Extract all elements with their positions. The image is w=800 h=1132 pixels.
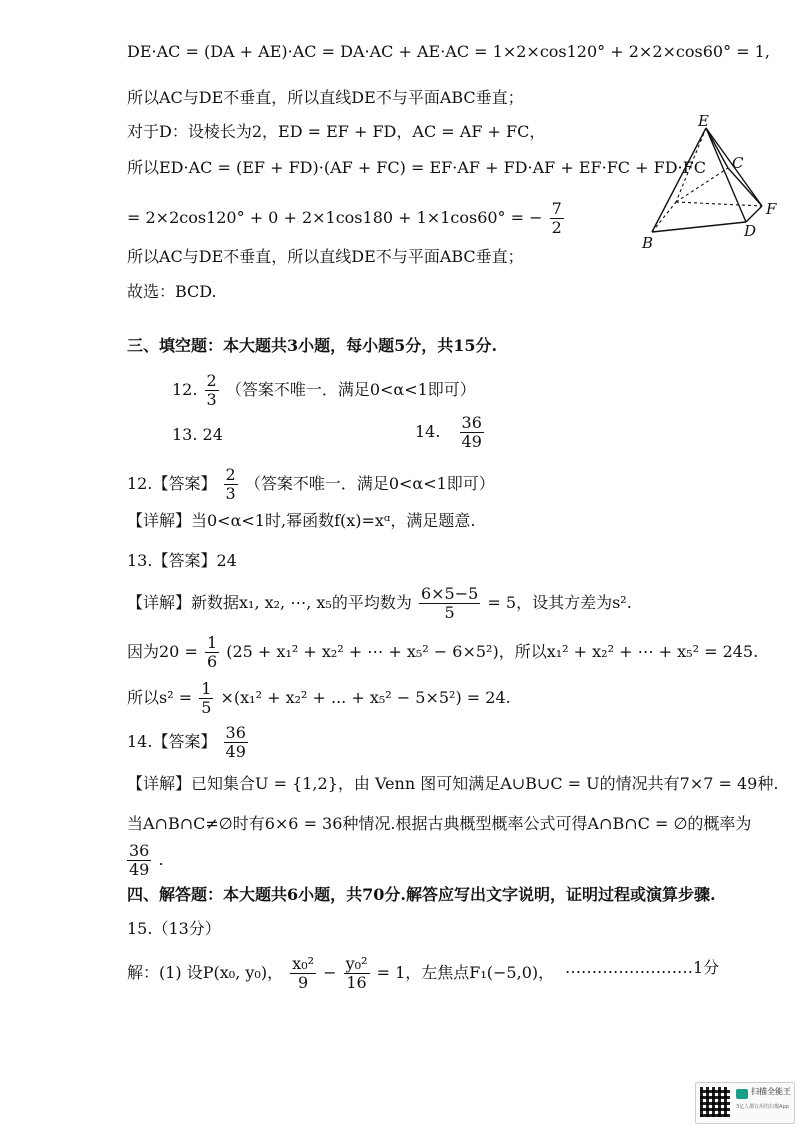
line-5 <box>127 200 566 237</box>
q15-solution-1 <box>127 955 554 992</box>
q14-detail-1: 【详解】已知集合U = {1,2}，由 Venn 图可知满足A∪B∪C = U的情况共有7×7 = 49种. <box>127 774 779 793</box>
edge-EC <box>706 128 728 168</box>
fraction-numerator: 7 <box>551 199 562 218</box>
q15-fraction-2 <box>344 955 370 992</box>
q14-answer-head: 14.【答案】 <box>127 732 217 751</box>
answer-14 <box>415 414 486 451</box>
fraction-denominator: 5 <box>444 603 455 622</box>
section-4-heading: 四、解答题：本大题共6小题，共70分.解答应写出文字说明，证明过程或演算步骤. <box>127 885 716 904</box>
fraction-numerator: 6×5−5 <box>420 584 479 603</box>
fraction-numerator: y₀² <box>345 954 368 973</box>
q13-fraction-3 <box>199 680 213 717</box>
answer-12-note: （答案不唯一．满足0<α<1即可） <box>225 380 476 399</box>
section-3-heading: 三、填空题：本大题共3小题，每小题5分，共15分. <box>127 336 498 355</box>
line-7: 故选：BCD. <box>127 282 217 301</box>
q12-answer-note: （答案不唯一．满足0<α<1即可） <box>244 474 495 493</box>
q13-detail-2-text: 因为20 = <box>127 642 198 661</box>
fraction-denominator: 3 <box>225 484 236 503</box>
scanner-watermark <box>695 1082 795 1124</box>
fraction-denominator: 2 <box>551 218 562 237</box>
answer-14-label: 14. <box>415 422 441 441</box>
q13-answer: 13.【答案】24 <box>127 551 237 570</box>
q12-answer-head: 12.【答案】 <box>127 474 217 493</box>
q13-detail-1-tail: = 5，设其方差为s². <box>487 593 632 612</box>
label-C: C <box>732 154 744 172</box>
fraction-denominator: 16 <box>346 973 367 992</box>
q15-solution-1-tail: = 1，左焦点F₁(−5,0)， <box>376 963 555 982</box>
q15-fraction-1 <box>290 955 316 992</box>
label-F: F <box>766 200 777 218</box>
fraction-denominator: 49 <box>225 742 246 761</box>
fraction-numerator: 36 <box>461 413 482 432</box>
q14-fraction <box>224 724 248 761</box>
q14-fraction-2 <box>127 842 151 879</box>
q12-detail: 【详解】当0<α<1时,幂函数f(x)=xᵅ，满足题意. <box>127 511 476 530</box>
q13-detail-3 <box>127 680 511 717</box>
q12-fraction <box>224 466 238 503</box>
label-B: B <box>642 234 654 252</box>
line-4: 所以ED·AC = (EF + FD)·(AF + FC) = EF·AF + FD·AF + EF·FC + FD·FC <box>127 158 706 177</box>
q14-detail-3 <box>127 842 164 879</box>
fraction-numerator: 1 <box>201 679 212 698</box>
qr-code-icon <box>700 1087 730 1117</box>
edge-EB <box>652 128 706 232</box>
q13-detail-3-text: 所以s² = <box>127 688 193 707</box>
fraction-denominator: 5 <box>201 698 212 717</box>
fraction-numerator: 36 <box>225 723 246 742</box>
line-2: 所以AC与DE不垂直，所以直线DE不与平面ABC垂直； <box>127 88 524 107</box>
line-5-text: = 2×2cos120° + 0 + 2×1cos180 + 1×1cos60° = − <box>127 208 543 227</box>
fraction-denominator: 3 <box>206 390 217 409</box>
q15-score: ……………………1分 <box>565 958 720 977</box>
edge-BA <box>652 202 676 232</box>
fraction-numerator: 36 <box>129 841 150 860</box>
fraction-numerator: 2 <box>225 465 236 484</box>
label-D: D <box>744 222 757 240</box>
answer-14-fraction <box>460 414 484 451</box>
q14-answer <box>127 724 250 761</box>
line-1: DE·AC = (DA + AE)·AC = DA·AC + AE·AC = 1×2×cos120° + 2×2×cos60° = 1, <box>127 42 770 61</box>
fraction-7-2 <box>550 200 564 237</box>
pyramid-figure <box>628 110 793 260</box>
line-6: 所以AC与DE不垂直，所以直线DE不与平面ABC垂直； <box>127 247 524 266</box>
q15-solution-1-text: 解：(1) 设P(x₀, y₀)， <box>127 963 284 982</box>
q12-answer <box>127 466 495 503</box>
q15-heading: 15.（13分） <box>127 919 221 938</box>
fraction-numerator: 2 <box>206 371 217 390</box>
fraction-denominator: 49 <box>129 860 150 879</box>
q13-detail-3-tail: ×(x₁² + x₂² + ... + x₅² − 5×5²) = 24. <box>220 688 511 707</box>
scanner-title: 扫描全能王 <box>751 1087 791 1096</box>
answer-12-fraction <box>205 372 219 409</box>
q14-detail-2: 当A∩B∩C≠∅时有6×6 = 36种情况.根据古典概型概率公式可得A∩B∩C = ∅的概率为 <box>127 814 752 833</box>
q13-fraction-2 <box>205 634 219 671</box>
edge-CF <box>728 168 762 206</box>
edge-BD <box>652 222 746 232</box>
fraction-numerator: x₀² <box>292 954 315 973</box>
edge-EA <box>676 128 706 202</box>
scanner-logo-icon <box>736 1089 748 1099</box>
line-3: 对于D：设棱长为2，ED = EF + FD，AC = AF + FC， <box>127 122 546 141</box>
edge-DF <box>746 206 762 222</box>
q14-detail-3-end: . <box>158 850 164 869</box>
q15-minus: − <box>323 963 337 982</box>
q13-detail-1 <box>127 585 632 622</box>
label-E: E <box>698 112 709 130</box>
fraction-denominator: 49 <box>461 432 482 451</box>
answer-12 <box>172 372 476 409</box>
fraction-denominator: 9 <box>298 973 309 992</box>
answer-13: 13. 24 <box>172 425 223 444</box>
q13-detail-1-text: 【详解】新数据x₁, x₂, ⋯, x₅的平均数为 <box>127 593 412 612</box>
q13-detail-2 <box>127 634 758 671</box>
fraction-numerator: 1 <box>206 633 218 652</box>
scanner-subtitle: 3亿人都在用的扫描App <box>736 1104 789 1110</box>
edge-AC <box>676 168 728 202</box>
q13-fraction-1 <box>419 585 480 622</box>
fraction-denominator: 6 <box>206 652 218 671</box>
answer-12-label: 12. <box>172 380 198 399</box>
edge-AF <box>676 202 762 206</box>
q13-detail-2-tail: (25 + x₁² + x₂² + ⋯ + x₅² − 6×5²)，所以x₁² + x₂² + ⋯ + x₅² = 245. <box>226 642 759 661</box>
